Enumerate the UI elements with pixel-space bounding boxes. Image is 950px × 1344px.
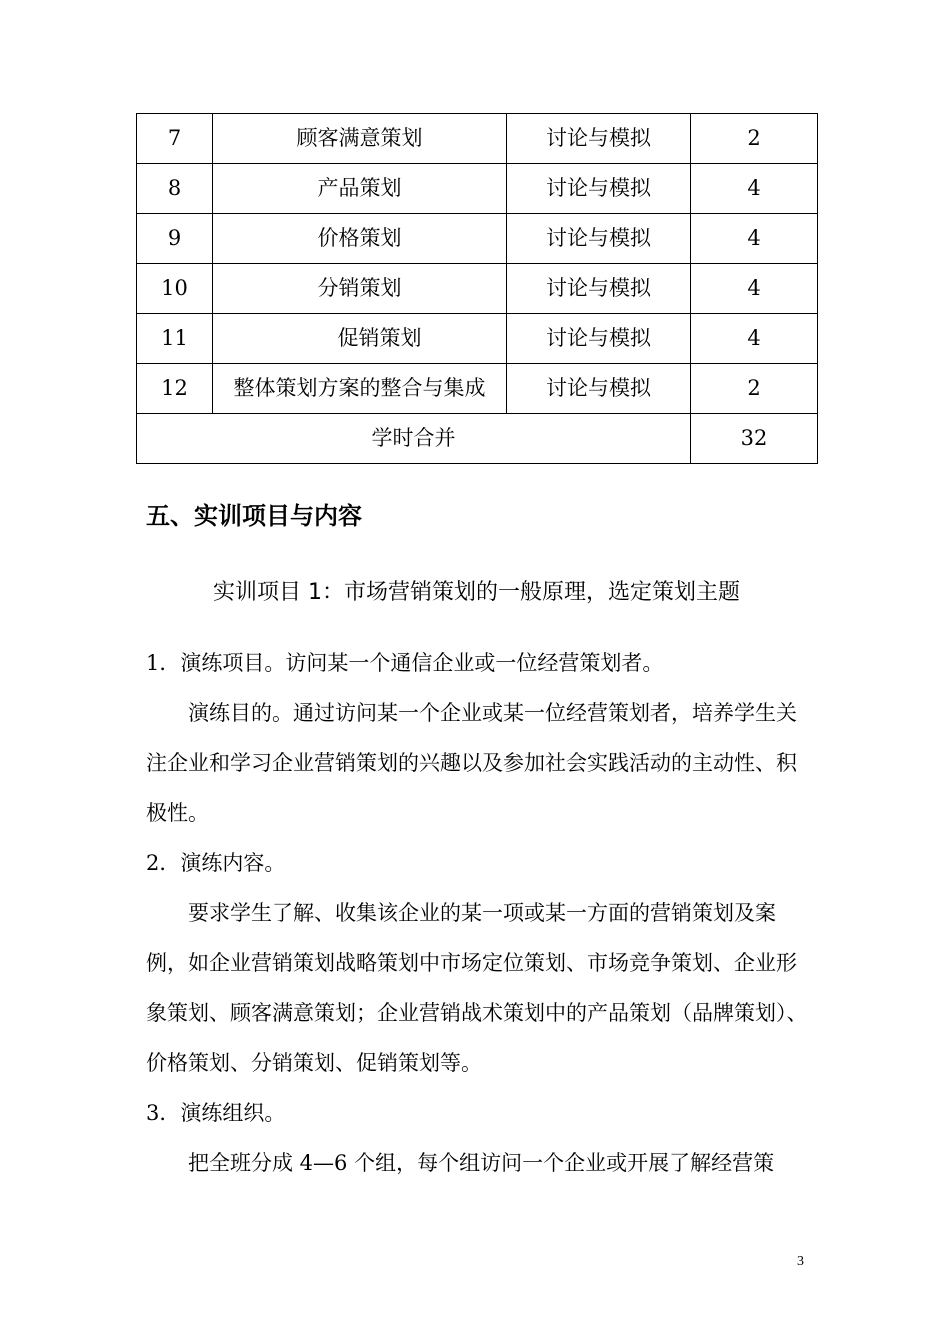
row-topic: 整体策划方案的整合与集成 <box>213 364 507 414</box>
table-row <box>137 214 818 264</box>
project-subtitle: 实训项目 1：市场营销策划的一般原理，选定策划主题 <box>213 580 740 605</box>
table-total-row <box>137 414 818 464</box>
row-hours: 2 <box>691 114 818 164</box>
row-topic: 分销策划 <box>213 264 507 314</box>
paragraph-exercise-purpose: 演练目的。通过访问某一个企业或某一位经营策划者，培养学生关注企业和学习企业营销策划的兴趣以及参加社会实践活动的主动性、积极性。 <box>146 701 797 825</box>
row-number: 9 <box>137 214 213 264</box>
paragraph-exercise-item: 1．演练项目。访问某一个通信企业或一位经营策划者。 <box>146 651 664 675</box>
section-title: 五、实训项目与内容 <box>146 502 362 530</box>
paragraph-exercise-content: 要求学生了解、收集该企业的某一项或某一方面的营销策划及案例，如企业营销策划战略策划中市场定位策划、市场竞争策划、企业形象策划、顾客满意策划；企业营销战术策划中的产品策划（品牌策划）、价格策划、分销策划、促销策划等。 <box>146 901 808 1075</box>
row-number: 10 <box>137 264 213 314</box>
paragraph-exercise-content-heading: 2．演练内容。 <box>146 851 286 875</box>
table-row <box>137 364 818 414</box>
row-topic: 产品策划 <box>213 164 507 214</box>
row-method: 讨论与模拟 <box>507 214 691 264</box>
row-hours: 4 <box>691 314 818 364</box>
row-hours: 2 <box>691 364 818 414</box>
page-number: 3 <box>797 1254 804 1269</box>
row-method: 讨论与模拟 <box>507 114 691 164</box>
total-hours: 32 <box>691 414 818 464</box>
row-number: 7 <box>137 114 213 164</box>
row-number: 11 <box>137 314 213 364</box>
row-number: 8 <box>137 164 213 214</box>
row-method: 讨论与模拟 <box>507 164 691 214</box>
row-method: 讨论与模拟 <box>507 314 691 364</box>
row-method: 讨论与模拟 <box>507 264 691 314</box>
table-row <box>137 264 818 314</box>
row-method: 讨论与模拟 <box>507 364 691 414</box>
course-hours-table <box>136 113 818 464</box>
row-topic: 顾客满意策划 <box>213 114 507 164</box>
table-row <box>137 314 818 364</box>
row-hours: 4 <box>691 164 818 214</box>
row-hours: 4 <box>691 264 818 314</box>
paragraph-exercise-organization-heading: 3．演练组织。 <box>146 1101 286 1125</box>
row-number: 12 <box>137 364 213 414</box>
table-row <box>137 164 818 214</box>
row-hours: 4 <box>691 214 818 264</box>
table-row <box>137 114 818 164</box>
row-topic: 价格策划 <box>213 214 507 264</box>
total-label: 学时合并 <box>137 414 691 464</box>
row-topic: 促销策划 <box>213 314 507 364</box>
paragraph-exercise-organization: 把全班分成 4—6 个组，每个组访问一个企业或开展了解经营策 <box>188 1151 775 1175</box>
